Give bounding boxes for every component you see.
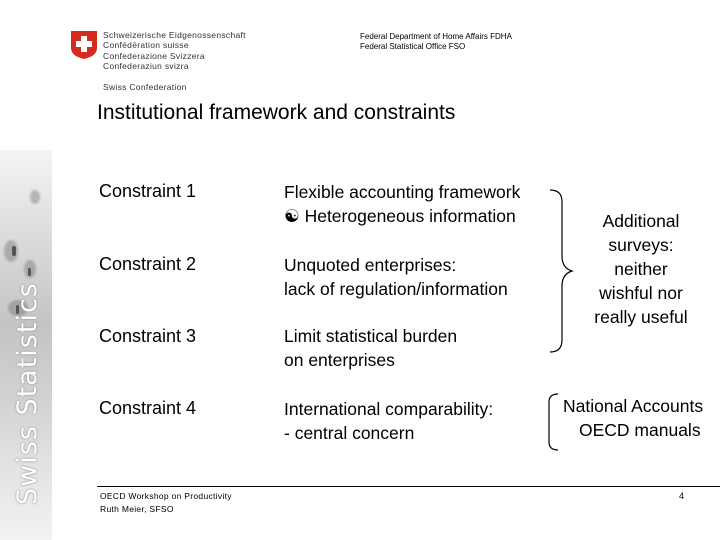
constraint-1-label: Constraint 1: [99, 181, 197, 201]
confederation-names: [103, 30, 246, 72]
swiss-flag-icon: [70, 30, 98, 60]
footer-divider: [97, 486, 720, 487]
constraint-4-label: Constraint 4: [99, 398, 197, 418]
surveys-note: [580, 209, 702, 329]
constraint-2-line-2: lack of regulation/information: [284, 279, 508, 299]
constraint-2-label: Constraint 2: [99, 254, 197, 274]
constraint-1-line-1: Flexible accounting framework: [284, 182, 521, 202]
constraint-4-description: [284, 397, 493, 445]
confederation-name-it: Confederazione Svizzera: [103, 50, 205, 61]
brace-constraints-1-3: [548, 188, 574, 354]
confederation-name-en: Swiss Confederation: [103, 82, 187, 92]
footer-author: Ruth Meier, SFSO: [100, 503, 174, 514]
constraint-2-line-1: Unquoted enterprises:: [284, 255, 457, 275]
page-number: 4: [679, 491, 685, 501]
confederation-name-fr: Confédération suisse: [103, 40, 189, 51]
footer-info: [100, 490, 232, 515]
side-brand-text: Swiss Statistics: [12, 282, 43, 505]
oecd-note-line-2: OECD manuals: [579, 420, 701, 440]
surveys-note-line-5: really useful: [594, 307, 688, 327]
confederation-name-de: Schweizerische Eidgenossenschaft: [103, 30, 246, 40]
oecd-note-line-1: National Accounts: [563, 396, 704, 416]
page-title: Institutional framework and constraints: [97, 101, 456, 124]
surveys-note-line-3: neither: [614, 259, 668, 279]
department-header: [360, 32, 512, 52]
brace-constraint-4: [546, 392, 560, 452]
constraint-1-line-2-text: Heterogeneous information: [304, 206, 516, 226]
office-name: Federal Statistical Office FSO: [360, 42, 466, 51]
constraint-3-description: [284, 324, 457, 372]
oecd-note: [563, 394, 720, 442]
yin-yang-icon: ☯: [284, 207, 300, 227]
surveys-note-line-4: wishful nor: [599, 283, 683, 303]
constraint-4-line-1: International comparability:: [284, 399, 494, 419]
surveys-note-line-2: surveys:: [608, 235, 674, 255]
department-name: Federal Department of Home Affairs FDHA: [360, 32, 512, 41]
constraint-3-line-1: Limit statistical burden: [284, 326, 458, 346]
footer-event: OECD Workshop on Productivity: [100, 491, 232, 501]
constraint-3-line-2: on enterprises: [284, 350, 395, 370]
surveys-note-line-1: Additional: [602, 211, 680, 231]
constraint-2-description: [284, 253, 508, 301]
constraint-1-description: [284, 180, 520, 229]
constraint-3-label: Constraint 3: [99, 326, 197, 346]
confederation-name-rm: Confederaziun svizra: [103, 61, 189, 72]
constraint-1-line-2: [284, 204, 520, 229]
constraint-4-line-2: - central concern: [284, 423, 415, 443]
